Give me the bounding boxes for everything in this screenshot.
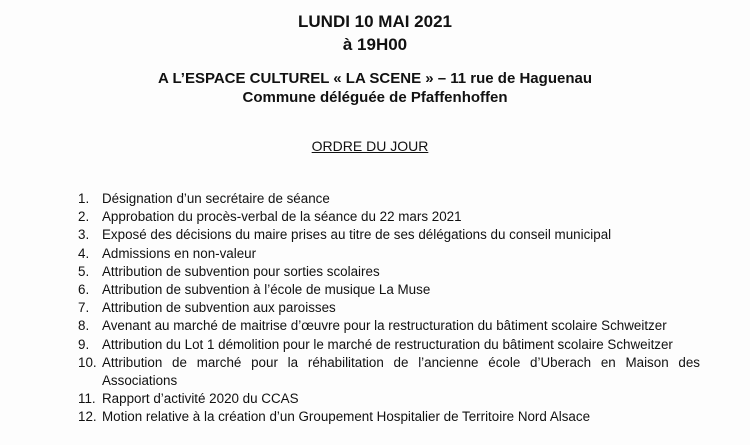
agenda-item-text: Admissions en non-valeur	[102, 245, 257, 261]
meeting-date: LUNDI 10 MAI 2021	[298, 12, 452, 31]
agenda-item-number: 9.	[78, 336, 90, 352]
agenda-item	[78, 208, 700, 226]
agenda-item-number: 1.	[78, 191, 90, 206]
agenda-item	[78, 317, 700, 335]
agenda-item-number: 8.	[78, 318, 90, 334]
meeting-commune: Commune déléguée de Pfaffenhoffen	[242, 89, 508, 106]
agenda-item-text: Rapport d’activité 2020 du CCAS	[102, 391, 299, 407]
agenda-item	[78, 190, 700, 208]
agenda-title: ORDRE DU JOUR	[311, 138, 429, 154]
agenda-item	[78, 226, 700, 244]
agenda-item	[78, 263, 700, 281]
agenda-item	[78, 281, 700, 299]
agenda-item-text: Avenant au marché de maitrise d’œuvre pour la restructuration du bâtiment scolaire Schweitzer	[102, 318, 667, 334]
agenda-item	[78, 245, 700, 263]
agenda-item-number: 4.	[78, 245, 90, 261]
agenda-item-number: 6.	[78, 282, 90, 298]
meeting-venue: A L’ESPACE CULTUREL « LA SCENE » – 11 rue de Haguenau	[158, 70, 592, 87]
agenda-item-number: 5.	[78, 263, 90, 279]
agenda-item-number: 10.	[78, 354, 97, 370]
agenda-item-text: Approbation du procès-verbal de la séance du 22 mars 2021	[102, 209, 462, 225]
agenda-item	[78, 336, 700, 354]
meeting-time: à 19H00	[342, 35, 408, 54]
agenda-item-text: Exposé des décisions du maire prises au titre de ses délégations du conseil municipal	[102, 227, 612, 243]
agenda-item-text: Attribution du Lot 1 démolition pour le marché de restructuration du bâtiment scolaire Schweitzer	[102, 336, 673, 352]
agenda-item-text: Attribution de subvention aux paroisses	[102, 300, 336, 316]
agenda-item-text: Désignation d’un secrétaire de séance	[102, 191, 330, 206]
agenda-item	[78, 354, 700, 390]
agenda-item-text: Attribution de subvention pour sorties scolaires	[102, 263, 380, 279]
agenda-item-text: Motion relative à la création d’un Groupement Hospitalier de Territoire Nord Alsace	[102, 409, 591, 425]
agenda-item-number: 11.	[78, 391, 96, 407]
agenda-item	[78, 390, 700, 408]
agenda-item-number: 3.	[78, 227, 90, 243]
agenda-item	[78, 299, 700, 317]
agenda-list	[78, 190, 700, 427]
agenda-item-text: Attribution de marché pour la réhabilitation de l’ancienne école d’Uberach en Maison des Associations	[102, 354, 700, 389]
agenda-item-text: Attribution de subvention à l’école de musique La Muse	[102, 282, 431, 298]
agenda-item-number: 12.	[78, 409, 97, 425]
agenda-item-number: 2.	[78, 209, 90, 225]
agenda-item	[78, 408, 700, 426]
agenda-item-number: 7.	[78, 300, 90, 316]
